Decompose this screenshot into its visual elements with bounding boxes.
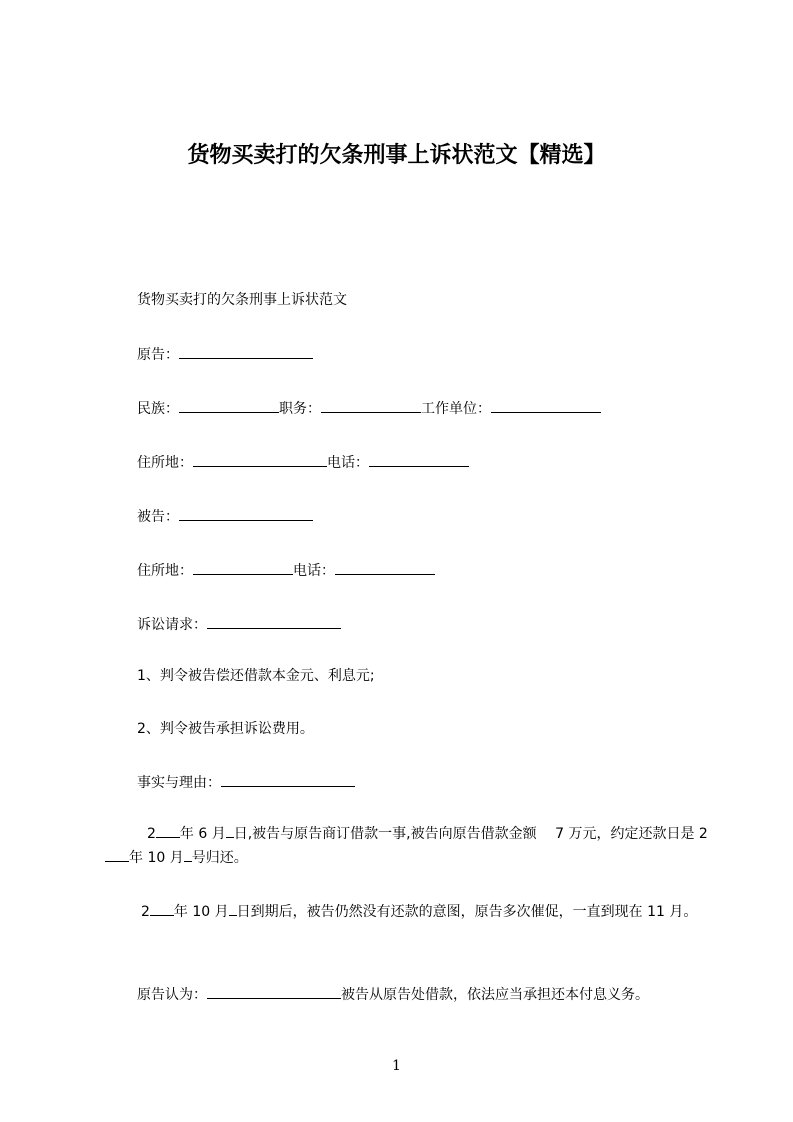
defendant-address-line bbox=[137, 560, 435, 581]
fact1-day2-blank bbox=[184, 847, 192, 862]
fact2-day-blank bbox=[229, 901, 237, 916]
defendant-line bbox=[137, 506, 313, 527]
page-number: 1 bbox=[392, 1058, 401, 1074]
fact2-year-prefix: 2 bbox=[141, 904, 150, 920]
fact1-year2-blank bbox=[105, 847, 129, 862]
facts-blank bbox=[221, 772, 355, 787]
claim-item-2 bbox=[137, 719, 314, 739]
opinion-label: 原告认为： bbox=[137, 987, 207, 1003]
facts-line bbox=[137, 772, 355, 793]
claims-line bbox=[137, 614, 341, 635]
fact1-year-prefix: 2 bbox=[147, 826, 156, 842]
fact1-day-blank bbox=[226, 823, 234, 838]
claims-label: 诉讼请求： bbox=[137, 617, 207, 633]
page-title: 货物买卖打的欠条刑事上诉状范文【精选】 bbox=[187, 143, 606, 168]
employer-label: 工作单位： bbox=[421, 401, 491, 417]
defendant-label: 被告： bbox=[137, 509, 179, 525]
address-blank bbox=[193, 452, 327, 467]
fact1-month2: 年 10 月 bbox=[129, 850, 184, 866]
ethnicity-label: 民族： bbox=[137, 401, 179, 417]
ethnicity-line bbox=[137, 398, 601, 419]
address-label: 住所地： bbox=[137, 455, 193, 471]
position-label: 职务： bbox=[279, 401, 321, 417]
claim-item-1 bbox=[137, 666, 375, 686]
opinion-blank bbox=[207, 984, 341, 999]
fact-paragraph-1 bbox=[105, 822, 717, 870]
fact2-month: 年 10 月 bbox=[173, 904, 229, 920]
document-subtitle bbox=[137, 290, 347, 310]
address2-blank bbox=[193, 560, 293, 575]
fact1-year-blank bbox=[156, 823, 180, 838]
defendant-blank bbox=[179, 506, 313, 521]
fact2-year-blank bbox=[150, 901, 174, 916]
fact1-month: 年 6 月 bbox=[179, 826, 226, 842]
claims-blank bbox=[207, 614, 341, 629]
fact-paragraph-2 bbox=[105, 900, 717, 924]
fact2-body: 日到期后，被告仍然没有还款的意图，原告多次催促，一直到现在 11 月。 bbox=[236, 904, 698, 920]
plaintiff-label: 原告： bbox=[137, 347, 179, 363]
phone-blank bbox=[369, 452, 469, 467]
fact1-body: 日,被告与原告商订借款一事,被告向原告借款金额 7 万元，约定还款日是 2 bbox=[233, 826, 708, 842]
plaintiff-address-line bbox=[137, 452, 469, 473]
phone2-label: 电话： bbox=[293, 563, 335, 579]
facts-label: 事实与理由： bbox=[137, 775, 221, 791]
position-blank bbox=[321, 398, 421, 413]
claim-1-text: 1、判令被告偿还借款本金元、利息元; bbox=[137, 668, 375, 684]
phone2-blank bbox=[335, 560, 435, 575]
plaintiff-line bbox=[137, 344, 313, 365]
opinion-text: 被告从原告处借款，依法应当承担还本付息义务。 bbox=[341, 987, 649, 1003]
claim-2-text: 2、判令被告承担诉讼费用。 bbox=[137, 721, 314, 737]
fact1-end: 号归还。 bbox=[191, 850, 248, 866]
address2-label: 住所地： bbox=[137, 563, 193, 579]
employer-blank bbox=[491, 398, 601, 413]
phone-label: 电话： bbox=[327, 455, 369, 471]
ethnicity-blank bbox=[179, 398, 279, 413]
subtitle-text: 货物买卖打的欠条刑事上诉状范文 bbox=[137, 292, 347, 308]
opinion-line bbox=[137, 984, 649, 1005]
plaintiff-blank bbox=[179, 344, 313, 359]
